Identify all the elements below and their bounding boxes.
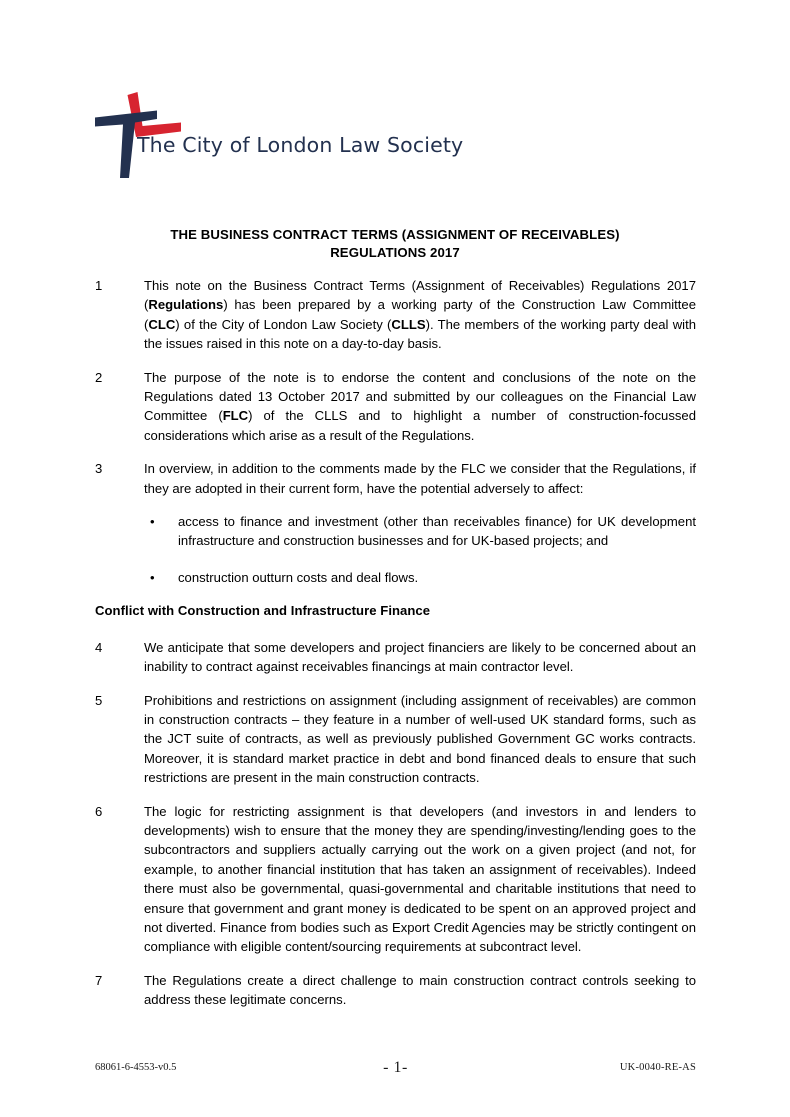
bullet-marker-icon: • xyxy=(150,569,155,585)
paragraph-text: The logic for restricting assignment is that developers (and investors in and lenders to developments) wish to ensure that the money they are spending/investing/lending goes to the subcontractors and suppliers actually carrying out the work on a given project (and not, for example, to another financial institution that has taken an assignment of receivables). Indeed there must also be governmental, quasi-governmental and charitable institutions that need to ensure that government and grant money is dedicated to be spent on an approved project and not diverted. Finance from bodies such as Export Credit Agencies may be strictly contingent on compliance with eligible content/sourcing requirements at subcontract level. xyxy=(144,803,696,955)
paragraph-text: This note on the Business Contract Terms (Assignment of Receivables) Regulations 2017 (Regulations) has been prepared by a working party of the Construction Law Committee (CLC) of the City of London Law Society (CLLS). The members of the working party deal with the issues raised in this note on a day-to-day basis. xyxy=(144,278,696,352)
footer-document-reference: 68061-6-4553-v0.5 xyxy=(95,1062,177,1073)
list-item-text: construction outturn costs and deal flows. xyxy=(178,569,419,585)
paragraph-text: In overview, in addition to the comments made by the FLC we consider that the Regulations, if they are adopted in their current form, have the potential adversely to affect: xyxy=(144,461,696,496)
numbered-paragraph xyxy=(95,276,696,354)
document-body xyxy=(95,276,696,1024)
page-title-line-2: REGULATIONS 2017 xyxy=(330,244,460,260)
bullet-list xyxy=(95,512,696,587)
page-footer xyxy=(95,1059,696,1083)
page-number: - 1- xyxy=(383,1059,408,1076)
numbered-paragraph xyxy=(95,459,696,498)
paragraph-number: 2 xyxy=(95,369,103,385)
bullet-marker-icon: • xyxy=(150,514,155,530)
paragraph-text: The Regulations create a direct challenge to main construction contract controls seeking to address these legitimate concerns. xyxy=(144,972,696,1008)
paragraph-text: The purpose of the note is to endorse the content and conclusions of the note on the Regulations dated 13 October 2017 and submitted by our colleagues on the Financial Law Committee (FLC) of the CLLS and to highlight a number of construction-focussed considerations which arise as a result of the Regulations. xyxy=(144,369,696,443)
paragraph-number: 1 xyxy=(95,278,103,293)
paragraph-number: 3 xyxy=(95,461,103,477)
page-title xyxy=(95,226,695,261)
paragraph-text: We anticipate that some developers and project financiers are likely to be concerned about an inability to contract against receivables financings at main contractor level. xyxy=(144,639,696,675)
numbered-paragraph xyxy=(95,638,696,677)
clls-logo-wordmark: The City of London Law Society xyxy=(137,133,464,157)
paragraph-number: 5 xyxy=(95,692,103,708)
paragraph-number: 6 xyxy=(95,803,103,819)
numbered-paragraph xyxy=(95,368,696,446)
paragraph-text: Prohibitions and restrictions on assignment (including assignment of receivables) are common in construction contracts – they feature in a number of well-used UK standard forms, such as the JCT suite of contracts, as well as previously published Government GC works contracts. Moreover, it is standard market practice in debt and bond financed deals to ensure that such restrictions are present in the main construction contracts. xyxy=(144,692,696,786)
paragraph-number: 7 xyxy=(95,972,103,988)
page-title-line-1: THE BUSINESS CONTRACT TERMS (ASSIGNMENT OF RECEIVABLES) xyxy=(170,227,620,242)
clls-logo xyxy=(95,88,464,180)
numbered-paragraph xyxy=(95,691,696,788)
list-item xyxy=(144,568,696,587)
paragraph-number: 4 xyxy=(95,639,103,655)
section-heading: Conflict with Construction and Infrastructure Finance xyxy=(95,603,431,619)
footer-matter-code: UK-0040-RE-AS xyxy=(619,1062,696,1073)
numbered-paragraph xyxy=(95,971,696,1010)
list-item-text: access to finance and investment (other than receivables finance) for UK development infrastructure and construction businesses and for UK-based projects; and xyxy=(178,514,696,549)
list-item xyxy=(144,512,696,551)
numbered-paragraph xyxy=(95,802,696,957)
